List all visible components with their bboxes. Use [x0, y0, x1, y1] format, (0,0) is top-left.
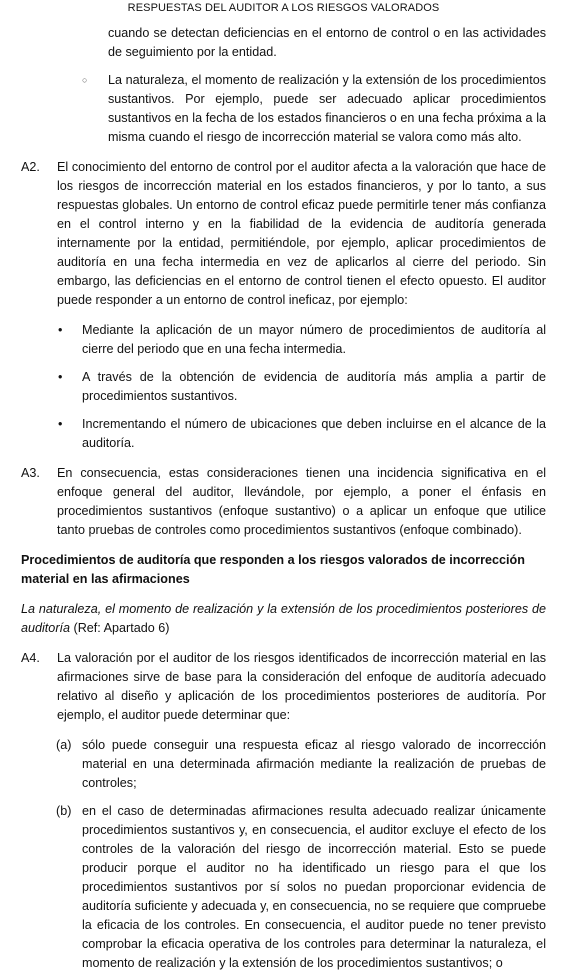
paragraph-text: En consecuencia, estas consideraciones tienen una incidencia significativa en el enfoque general del auditor, llevándole, por ejemplo, a poner el énfasis en procedimientos sustantivos (enfoque sustantivo) o a aplicar un enfoque que utilice tanto pruebas de controles como procedimientos sustantivos (enfoque combinado). — [57, 466, 546, 537]
bullet-item — [58, 415, 546, 453]
bullet-text: Mediante la aplicación de un mayor número de procedimientos de auditoría al cierre del periodo que en una fecha intermedia. — [82, 323, 546, 356]
paragraph-a3 — [21, 464, 546, 540]
bullet-item — [58, 321, 546, 359]
bullet-icon: • — [58, 417, 63, 431]
subsection-title: La naturaleza, el momento de realización y la extensión de los procedimientos posteriores de auditoría — [21, 602, 546, 635]
subsection-reference: (Ref: Apartado 6) — [70, 621, 170, 635]
paragraph-a2 — [21, 158, 546, 310]
running-header: RESPUESTAS DEL AUDITOR A LOS RIESGOS VALORADOS — [127, 2, 440, 14]
subsection-heading — [21, 600, 546, 638]
paragraph-a4 — [21, 649, 546, 725]
section-heading: Procedimientos de auditoría que responden a los riesgos valorados de incorrección material en las afirmaciones — [21, 553, 525, 586]
paragraph-number: A3. — [21, 466, 40, 480]
paragraph-number: A2. — [21, 160, 40, 174]
list-item-text: en el caso de determinadas afirmaciones resulta adecuado realizar únicamente procedimientos sustantivos y, en consecuencia, el auditor excluye el efecto de los controles de la valoración del riesgo de incorrección material. Esto se puede producir porque el auditor no ha identificado un riesgo para el que los procedimientos sustantivos por sí solos no puedan proporcionar evidencia de auditoría suficiente y adecuada y, en consecuencia, no se requiere que compruebe la eficacia de los controles. En consecuencia, el auditor puede no tener previsto comprobar la eficacia operativa de los controles para determinar la naturaleza, el momento de realización y la extensión de los procedimientos sustantivos; o — [82, 804, 546, 970]
continuation-text: cuando se detectan deficiencias en el entorno de control o en las actividades de seguimiento por la entidad. — [108, 26, 546, 59]
bullet-icon: • — [58, 323, 63, 337]
list-item-text: sólo puede conseguir una respuesta eficaz al riesgo valorado de incorrección material en una determinada afirmación mediante la realización de pruebas de controles; — [82, 738, 546, 790]
list-item-label: (b) — [56, 804, 72, 818]
hollow-bullet-icon: ○ — [82, 75, 88, 85]
bullet-text: A través de la obtención de evidencia de auditoría más amplia a partir de procedimientos sustantivos. — [82, 370, 546, 403]
list-item — [56, 802, 546, 973]
paragraph-number: A4. — [21, 651, 40, 665]
bullet-text: Incrementando el número de ubicaciones que deben incluirse en el alcance de la auditoría. — [82, 417, 546, 450]
sub-bullet-text: La naturaleza, el momento de realización y la extensión de los procedimientos sustantivos. Por ejemplo, puede ser adecuado aplicar procedimientos sustantivos en la fecha de los estados financieros o en una fecha próxima a la misma cuando el riesgo de incorrección material se valora como más alto. — [108, 73, 546, 144]
paragraph-text: El conocimiento del entorno de control por el auditor afecta a la valoración que hace de los riesgos de incorrección material en los estados financieros, y por lo tanto, a sus respuestas globales. Un entorno de control eficaz puede permitirle tener más confianza en el control interno y en la fiabilidad de la evidencia de auditoría generada internamente por la entidad, permitiéndole, por ejemplo, aplicar procedimientos de auditoría en una fecha intermedia en vez de aplicarlos al cierre del periodo. Sin embargo, las deficiencias en el entorno de control tienen el efecto opuesto. El auditor puede responder a un entorno de control ineficaz, por ejemplo: — [57, 160, 546, 307]
bullet-icon: • — [58, 370, 63, 384]
bullet-item — [58, 368, 546, 406]
sub-bullet — [82, 71, 546, 147]
list-item — [56, 736, 546, 793]
paragraph-text: La valoración por el auditor de los riesgos identificados de incorrección material en las afirmaciones sirve de base para la consideración del enfoque de auditoría adecuado relativo al diseño y aplicación de los procedimientos posteriores de auditoría. Por ejemplo, el auditor puede determinar que: — [57, 651, 546, 722]
document-page — [0, 24, 567, 973]
list-item-label: (a) — [56, 738, 72, 752]
